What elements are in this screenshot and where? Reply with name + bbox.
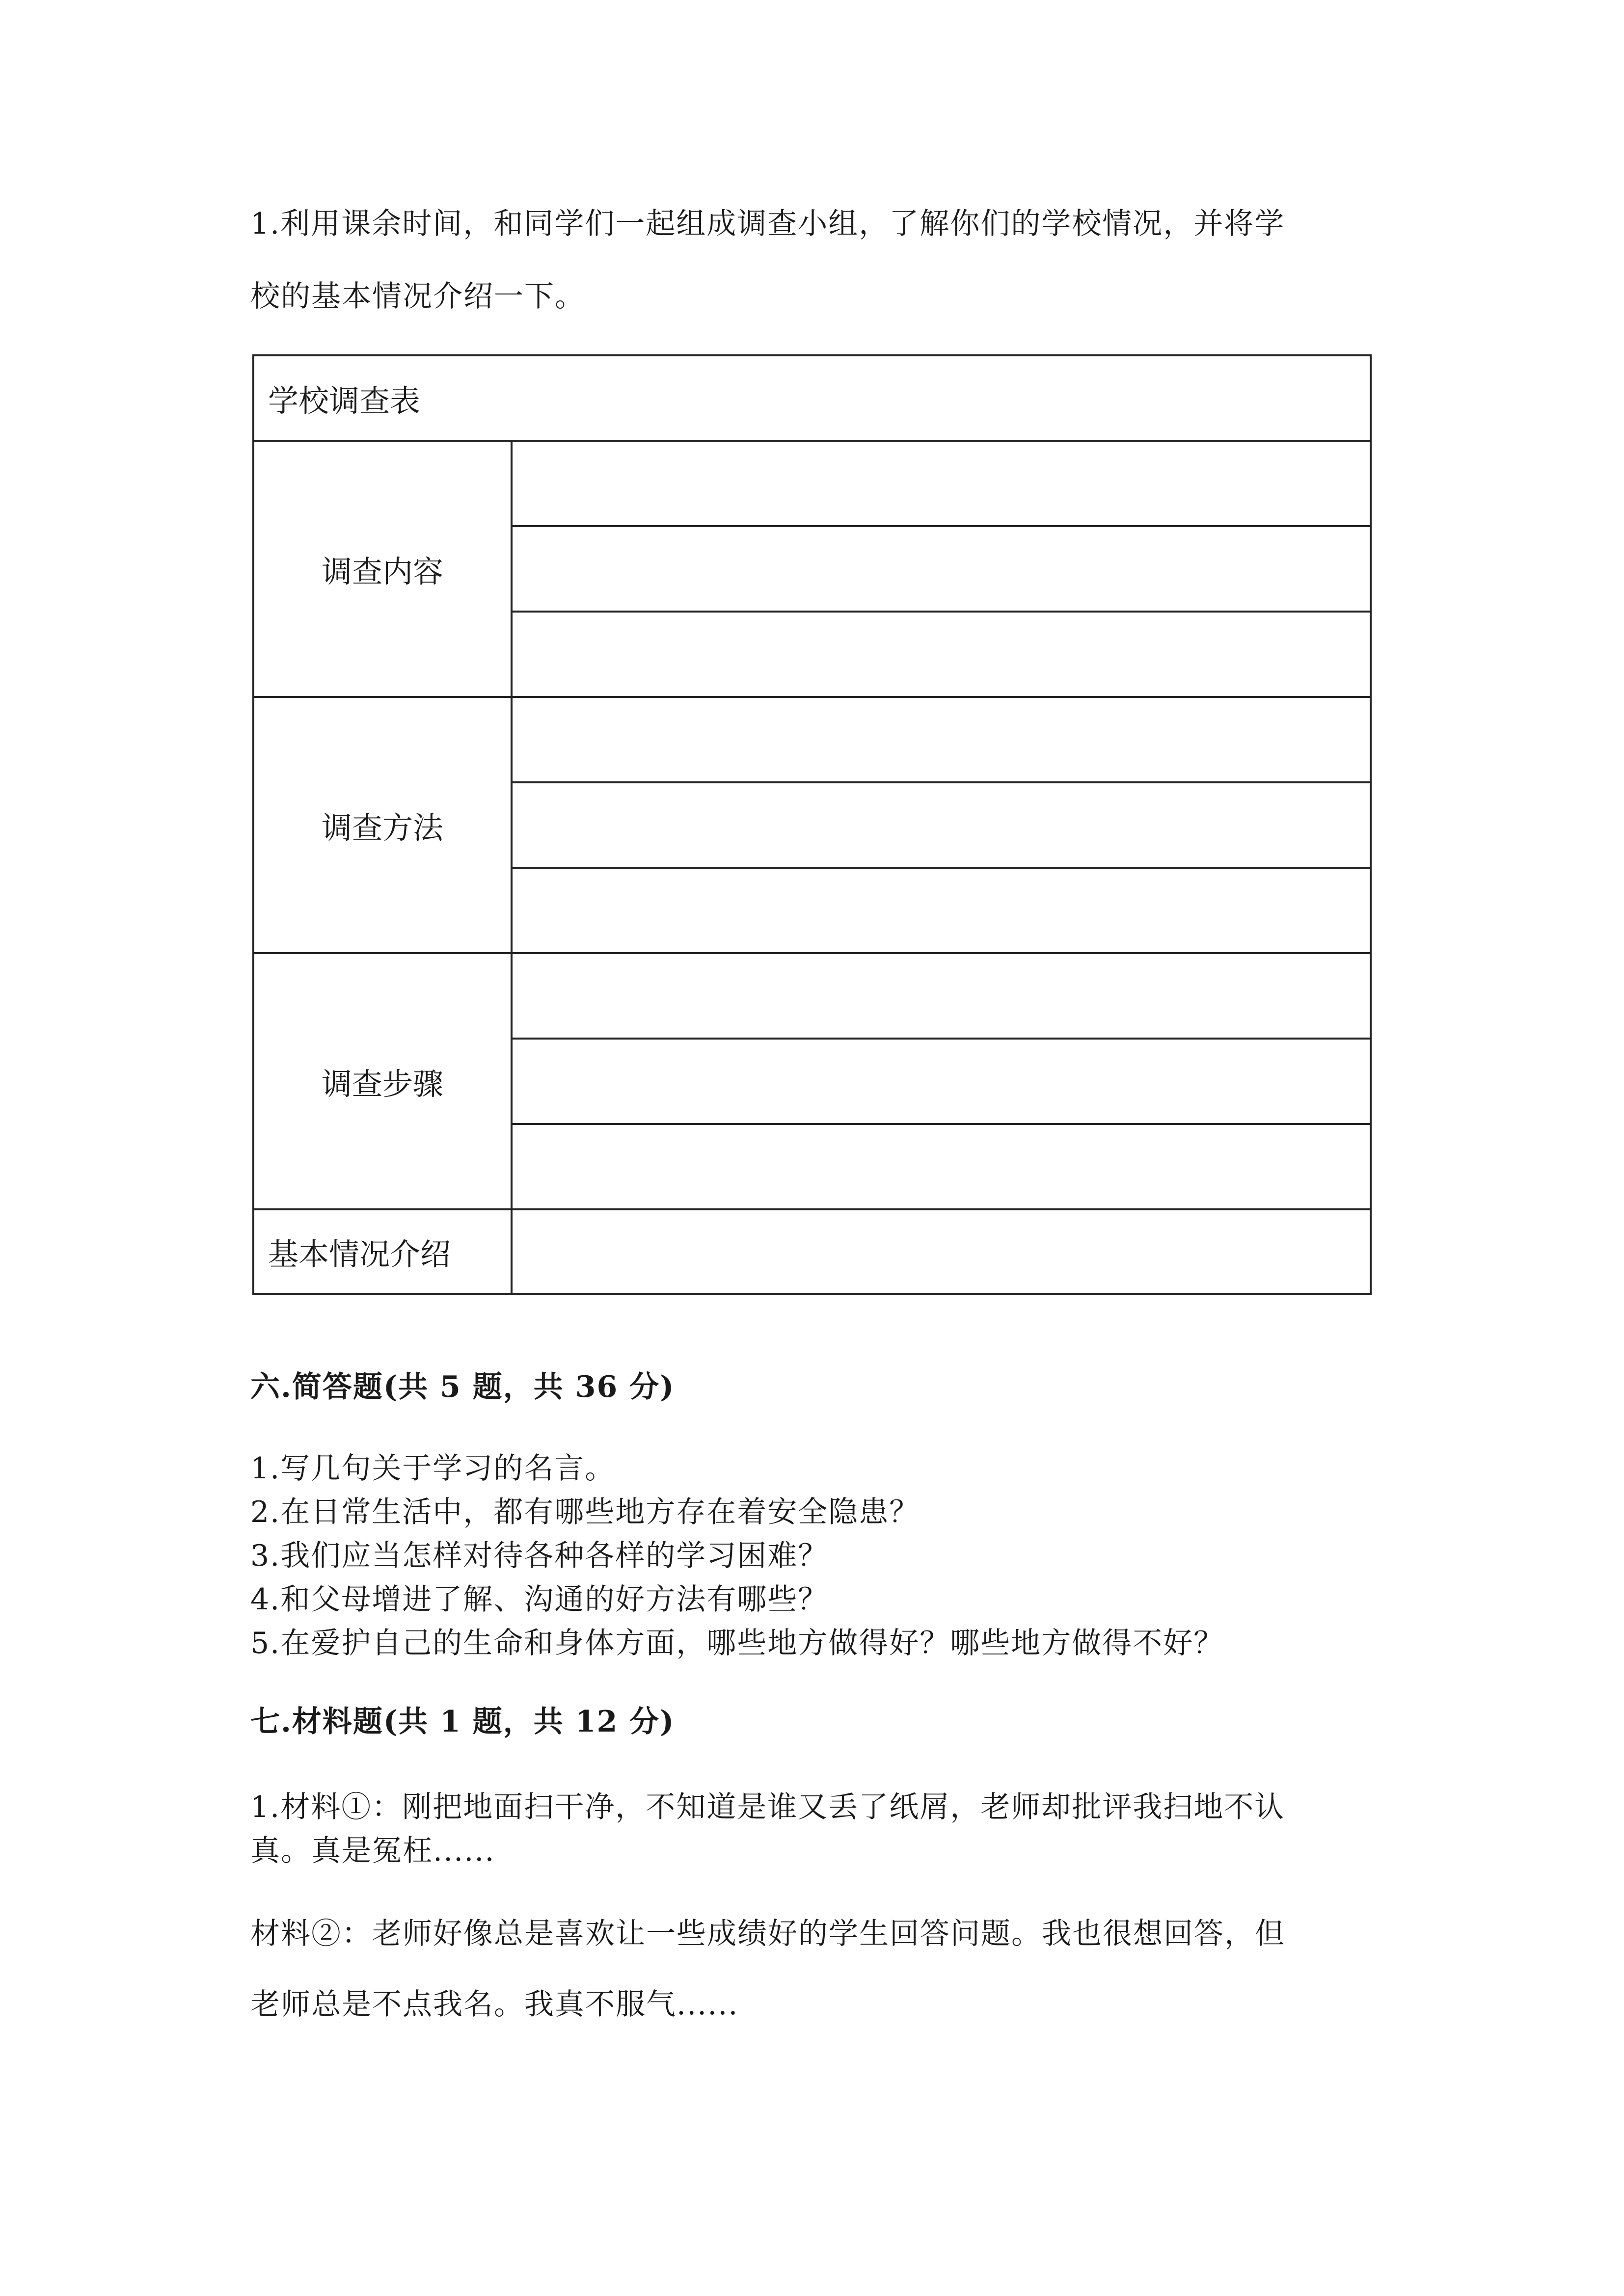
section-6-heading: 六.简答题(共 5 题，共 36 分) bbox=[250, 1370, 675, 1404]
answer-blank[interactable] bbox=[512, 1124, 1371, 1209]
answer-blank[interactable] bbox=[512, 1209, 1371, 1294]
question-4: 4.和父母增进了解、沟通的好方法有哪些？ bbox=[250, 1582, 829, 1617]
material-1-line-1: 1.材料①：刚把地面扫干净，不知道是谁又丢了纸屑，老师却批评我扫地不认 bbox=[250, 1790, 1285, 1824]
school-survey-table bbox=[252, 354, 1372, 1295]
intro-line-2: 校的基本情况介绍一下。 bbox=[250, 279, 585, 314]
answer-blank[interactable] bbox=[512, 1039, 1371, 1124]
question-3: 3.我们应当怎样对待各种各样的学习困难？ bbox=[250, 1539, 829, 1573]
material-2-line-1: 材料②：老师好像总是喜欢让一些成绩好的学生回答问题。我也很想回答，但 bbox=[250, 1917, 1285, 1951]
table-row bbox=[253, 1209, 1371, 1294]
intro-line-1: 1.利用课余时间，和同学们一起组成调查小组，了解你们的学校情况，并将学 bbox=[250, 207, 1285, 241]
material-2-line-2: 老师总是不点我名。我真不服气...... bbox=[250, 1987, 739, 2022]
question-1: 1.写几句关于学习的名言。 bbox=[250, 1451, 616, 1486]
survey-method-label: 调查方法 bbox=[253, 697, 512, 953]
answer-blank[interactable] bbox=[512, 868, 1371, 953]
answer-blank[interactable] bbox=[512, 697, 1371, 782]
question-2: 2.在日常生活中，都有哪些地方存在着安全隐患？ bbox=[250, 1495, 920, 1529]
survey-basic-label: 基本情况介绍 bbox=[253, 1209, 512, 1294]
survey-table-title: 学校调查表 bbox=[253, 355, 1371, 441]
answer-blank[interactable] bbox=[512, 612, 1371, 697]
answer-blank[interactable] bbox=[512, 526, 1371, 612]
answer-blank[interactable] bbox=[512, 953, 1371, 1039]
table-row bbox=[253, 953, 1371, 1039]
table-row bbox=[253, 441, 1371, 526]
question-5: 5.在爱护自己的生命和身体方面，哪些地方做得好？哪些地方做得不好？ bbox=[250, 1626, 1224, 1660]
survey-content-label: 调查内容 bbox=[253, 441, 512, 697]
survey-steps-label: 调查步骤 bbox=[253, 953, 512, 1209]
table-row bbox=[253, 697, 1371, 782]
answer-blank[interactable] bbox=[512, 782, 1371, 868]
section-7-heading: 七.材料题(共 1 题，共 12 分) bbox=[250, 1705, 675, 1739]
table-row bbox=[253, 355, 1371, 441]
answer-blank[interactable] bbox=[512, 441, 1371, 526]
material-1-line-2: 真。真是冤枉...... bbox=[250, 1834, 495, 1868]
